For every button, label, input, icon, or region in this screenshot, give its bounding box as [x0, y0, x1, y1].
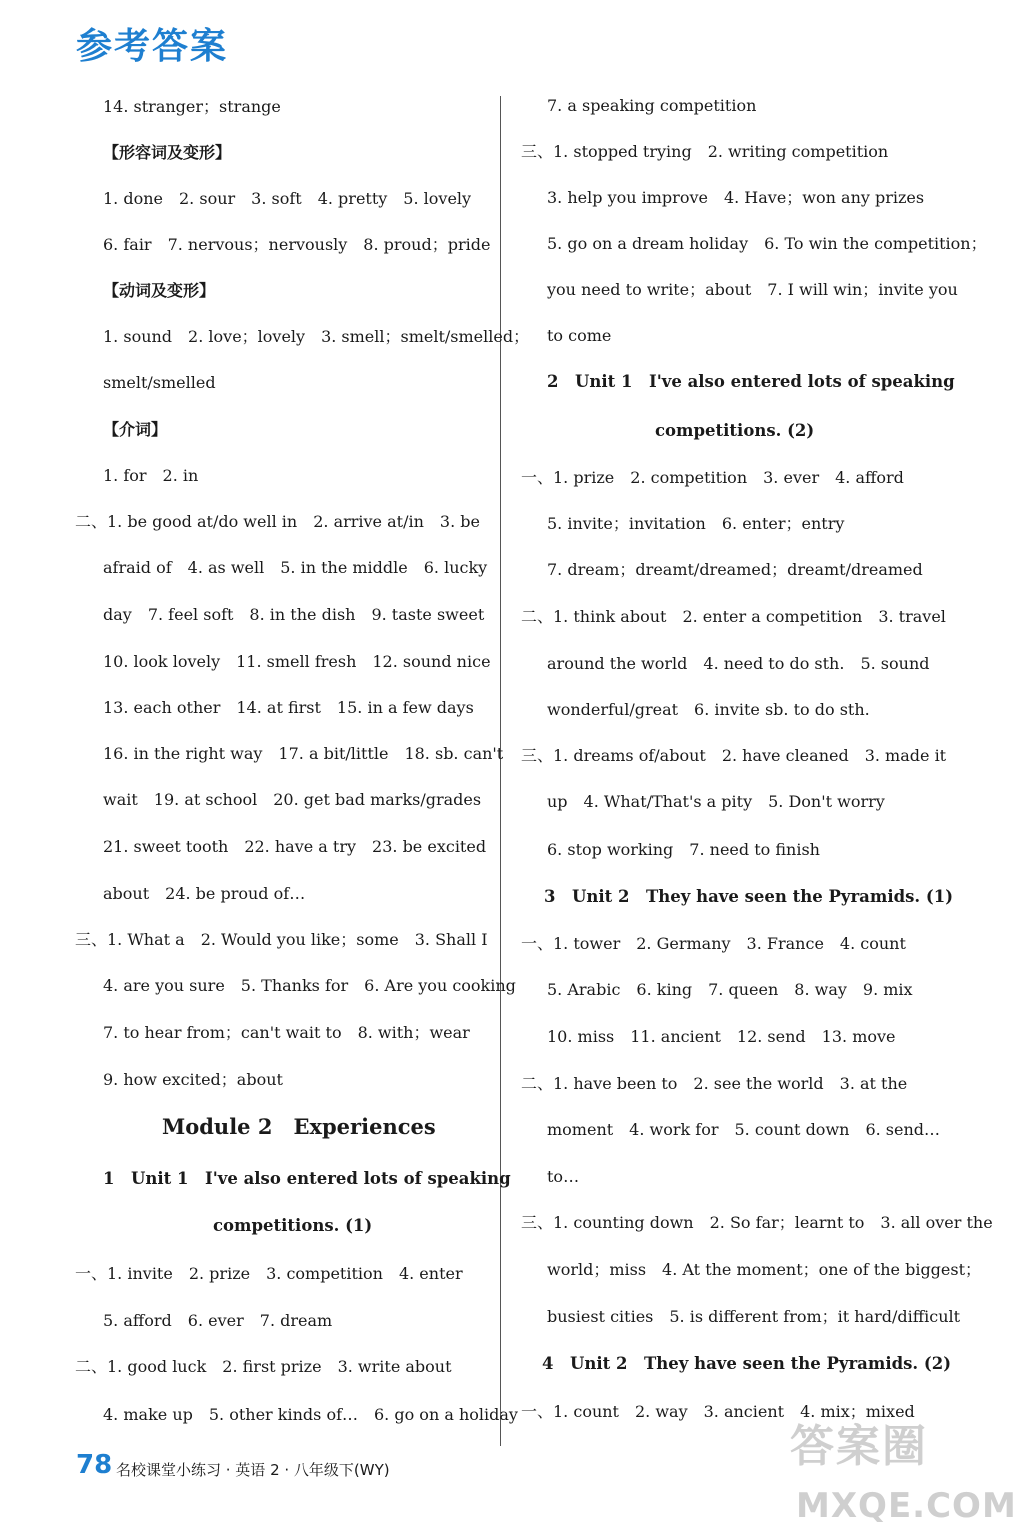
answer-line: 6. fair 7. nervous；nervously 8. proud；pride: [103, 235, 491, 254]
section-heading: 【介词】: [103, 420, 168, 439]
unit-heading: 1 Unit 1 I've also entered lots of speaking: [103, 1169, 511, 1188]
module-title: Module 2 Experiences: [162, 1114, 436, 1139]
answer-line: 三、1. dreams of/about 2. have cleaned 3. made it: [521, 746, 947, 765]
answer-line: 6. stop working 7. need to finish: [547, 840, 820, 859]
answer-line: 16. in the right way 17. a bit/little 18. sb. can't: [103, 744, 504, 763]
answer-line: 1. done 2. sour 3. soft 4. pretty 5. lovely: [103, 189, 472, 208]
answer-line: 1. sound 2. love；lovely 3. smell；smelt/smelled；: [103, 327, 530, 346]
answer-line: 7. to hear from；can't wait to 8. with；wear: [103, 1023, 470, 1042]
answer-line: 三、1. What a 2. Would you like；some 3. Shall I: [75, 930, 488, 949]
answer-line: 10. look lovely 11. smell fresh 12. sound nice: [103, 652, 491, 671]
unit-heading: competitions. (2): [655, 421, 815, 440]
answer-line: around the world 4. need to do sth. 5. sound: [547, 654, 930, 673]
answer-line: about 24. be proud of…: [103, 884, 306, 903]
book-title: 名校课堂小练习 · 英语 2 · 八年级下(WY): [116, 1461, 390, 1479]
answer-line: smelt/smelled: [103, 373, 216, 392]
answer-line: 5. Arabic 6. king 7. queen 8. way 9. mix: [547, 980, 913, 999]
answer-line: 二、1. have been to 2. see the world 3. at the: [521, 1074, 908, 1093]
page-number: 78: [76, 1450, 113, 1480]
section-heading: 【动词及变形】: [103, 281, 216, 300]
answer-line: wonderful/great 6. invite sb. to do sth.: [547, 700, 870, 719]
answer-line: 5. afford 6. ever 7. dream: [103, 1311, 333, 1330]
answer-line: wait 19. at school 20. get bad marks/grades: [103, 790, 482, 809]
answer-line: 4. make up 5. other kinds of… 6. go on a holiday: [103, 1405, 518, 1424]
answer-line: 三、1. stopped trying 2. writing competition: [521, 142, 889, 161]
watermark: [790, 1410, 1017, 1530]
answer-line: 二、1. good luck 2. first prize 3. write about: [75, 1357, 452, 1376]
unit-heading: 3 Unit 2 They have seen the Pyramids. (1): [544, 887, 954, 906]
answer-line: up 4. What/That's a pity 5. Don't worry: [547, 792, 885, 811]
answer-line: 9. how excited；about: [103, 1070, 283, 1089]
answer-line: 21. sweet tooth 22. have a try 23. be excited: [103, 837, 487, 856]
answer-line: 一、1. count 2. way 3. ancient 4. mix；mixed: [521, 1402, 915, 1421]
watermark-logo-text: 答案圈: [790, 1421, 928, 1472]
answer-line: you need to write；about 7. I will win；invite you: [547, 280, 958, 299]
answer-line: 7. a speaking competition: [547, 96, 757, 115]
answer-line: 一、1. tower 2. Germany 3. France 4. count: [521, 934, 906, 953]
answer-line: day 7. feel soft 8. in the dish 9. taste sweet: [103, 605, 485, 624]
answer-line: 一、1. prize 2. competition 3. ever 4. afford: [521, 468, 904, 487]
answer-line: world；miss 4. At the moment；one of the biggest；: [547, 1260, 982, 1279]
answer-line: 5. go on a dream holiday 6. To win the competition；: [547, 234, 987, 253]
answer-line: busiest cities 5. is different from；it hard/difficult: [547, 1307, 961, 1326]
answer-line: 14. stranger；strange: [103, 97, 281, 116]
answer-line: 三、1. counting down 2. So far；learnt to 3. all over the: [521, 1213, 993, 1232]
answer-line: 4. are you sure 5. Thanks for 6. Are you cooking: [103, 976, 516, 995]
answer-line: to come: [547, 326, 612, 345]
answer-line: 1. for 2. in: [103, 466, 199, 485]
answer-line: 一、1. invite 2. prize 3. competition 4. enter: [75, 1264, 463, 1283]
answer-line: 5. invite；invitation 6. enter；entry: [547, 514, 845, 533]
answer-line: 10. miss 11. ancient 12. send 13. move: [547, 1027, 896, 1046]
answer-line: afraid of 4. as well 5. in the middle 6. lucky: [103, 558, 488, 577]
answer-line: to…: [547, 1167, 580, 1186]
page-header-title: 参考答案: [76, 26, 229, 67]
answer-line: 13. each other 14. at first 15. in a few days: [103, 698, 474, 717]
unit-heading: 2 Unit 1 I've also entered lots of speaking: [547, 372, 955, 391]
unit-heading: competitions. (1): [213, 1216, 373, 1235]
unit-heading: 4 Unit 2 They have seen the Pyramids. (2): [542, 1354, 952, 1373]
answer-line: 二、1. be good at/do well in 2. arrive at/in 3. be: [75, 512, 480, 531]
column-divider: [500, 96, 501, 1446]
answer-line: 7. dream；dreamt/dreamed；dreamt/dreamed: [547, 560, 923, 579]
watermark-url: MXQE.COM: [796, 1486, 1017, 1526]
answer-line: moment 4. work for 5. count down 6. send…: [547, 1120, 941, 1139]
answer-line: 二、1. think about 2. enter a competition 3. travel: [521, 607, 946, 626]
answer-line: 3. help you improve 4. Have；won any prizes: [547, 188, 925, 207]
section-heading: 【形容词及变形】: [103, 143, 232, 162]
